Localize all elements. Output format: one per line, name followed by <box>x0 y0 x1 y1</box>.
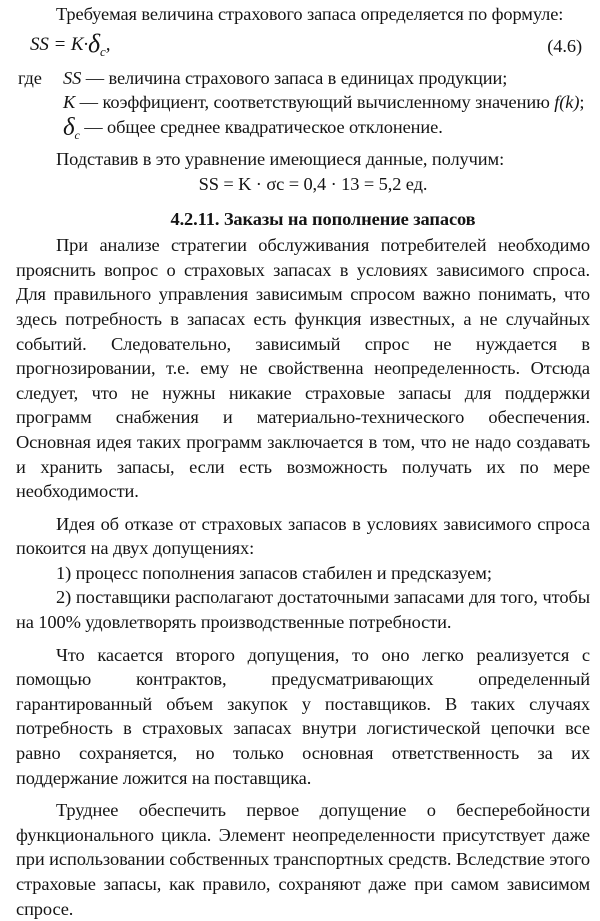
section-heading: 4.2.11. Заказы на пополнение запасов <box>170 208 476 229</box>
where-definitions <box>63 66 590 148</box>
paragraph-2: Идея об отказе от страховых запасов в условиях зависимого спроса покоится на двух допущениях: <box>16 513 590 559</box>
equation-number: (4.6) <box>547 35 582 56</box>
term-ss: SS <box>63 67 82 88</box>
formula-tail: , <box>105 33 111 55</box>
formula-4-6 <box>16 28 590 62</box>
term-k: K <box>63 92 76 113</box>
where-label: где <box>18 67 42 88</box>
paragraph-1: При анализе стратегии обслуживания потребителей необходимо прояснить вопрос о страховых запасах в условиях зависимого спроса. Для правильного управления зависимым спросом важно понимать, что здесь потребность в запасах есть функция известных, а не случайных событий. Следовательно, зависимый спрос не нуждается в прогнозировании, т.е. ему не свойственна неопределенность. Отсюда следует, что не нужны никакие страховые запасы для поддержки программ снабжения и материально-технического обеспечения. Основная идея таких программ заключается в том, что не надо создавать и хранить запасы, если есть возможность получать их по мере необходимости. <box>16 235 590 502</box>
formula-delta: δ <box>88 28 101 58</box>
intro-paragraph: Требуемая величина страхового запаса определяется по формуле: <box>56 4 564 24</box>
formula-lhs: SS = K· <box>30 33 89 55</box>
definition-k-end: ; <box>579 92 585 113</box>
term-delta-subscript: c <box>74 127 80 142</box>
paragraph-4: Труднее обеспечить первое допущение о бесперебойности функционального цикла. Элемент неопределенности присутствует даже при использовании собственных транспортных средств. Вследствие этого страховые запасы, как правило, сохраняют даже при самом зависимом спросе. <box>16 800 590 919</box>
definition-k-text: — коэффициент, соответствующий вычисленному значению <box>75 92 555 113</box>
term-delta: δ <box>63 113 75 141</box>
where-block <box>16 66 590 148</box>
definition-delta <box>63 115 590 148</box>
list-item-1: 1) процесс пополнения запасов стабилен и предсказуем; <box>56 562 492 583</box>
list-item-2: 2) поставщики располагают достаточными запасами для того, чтобы на 100% удовлетворять производственные потребности. <box>16 587 590 633</box>
formula-expression <box>30 28 111 65</box>
definition-k <box>63 90 590 115</box>
substitute-paragraph: Подставив в это уравнение имеющиеся данные, получим: <box>56 149 505 170</box>
calculation-line: SS = K · σc = 0,4 · 13 = 5,2 ед. <box>198 173 428 194</box>
definition-ss <box>63 66 590 91</box>
formula-subscript: c <box>100 43 106 59</box>
definition-ss-text: — величина страхового запаса в единицах продукции; <box>81 67 508 88</box>
definition-delta-text: — общее среднее квадратическое отклонение. <box>79 116 443 137</box>
paragraph-3: Что касается второго допущения, то оно легко реализуется с помощью контрактов, предусматривающих определенный гарантированный объем закупок у поставщиков. В таких случаях потребность в страховых запасах внутри логистической цепочки все равно сохраняется, но только основная ответственность за их поддержание ложится на поставщика. <box>16 644 590 788</box>
term-fk: f(k) <box>554 92 580 113</box>
